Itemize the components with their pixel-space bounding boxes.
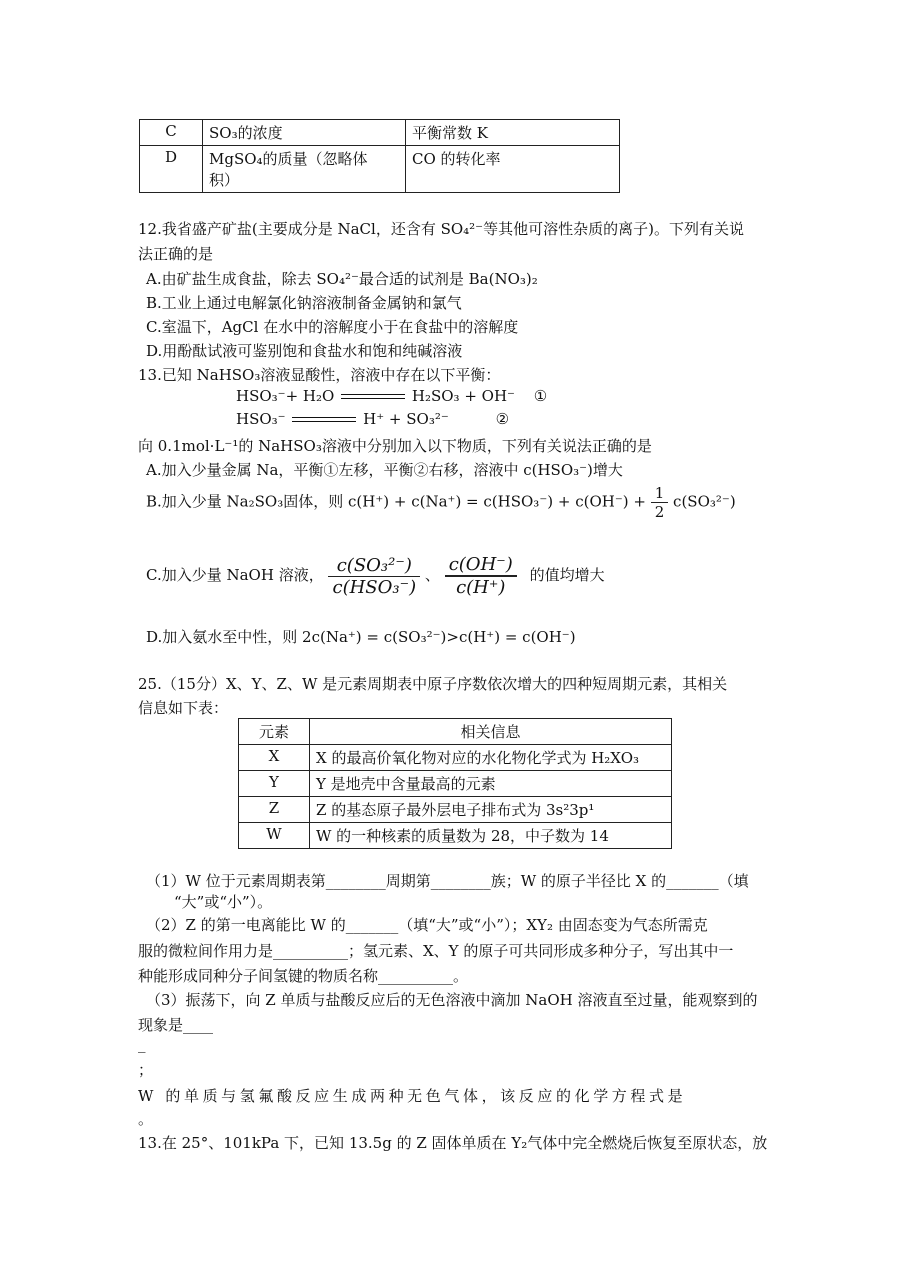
table-cell: Z 的基态原子最外层电子排布式为 3s²3p¹ bbox=[310, 797, 672, 823]
q13-stem-2: 向 0.1mol·L⁻¹的 NaHSO₃溶液中分别加入以下物质，下列有关说法正确的是 bbox=[138, 437, 652, 455]
table-row bbox=[140, 120, 620, 146]
equilibrium-arrow-icon bbox=[341, 392, 405, 402]
fraction-denominator: c(H⁺) bbox=[445, 576, 517, 598]
fraction-numerator: c(SO₃²⁻) bbox=[328, 555, 420, 577]
q25-part-3-period: 。 bbox=[138, 1110, 154, 1128]
q25-part-3-semicolon: ； bbox=[138, 1061, 154, 1079]
cell-line: MgSO₄的质量（忽略体 bbox=[209, 150, 368, 168]
table-cell: 平衡常数 K bbox=[406, 120, 620, 146]
eq1-left: HSO₃⁻+ H₂O bbox=[236, 387, 335, 405]
cell-line: 积） bbox=[209, 171, 240, 189]
q13-stem: 13.已知 NaHSO₃溶液显酸性，溶液中存在以下平衡： bbox=[138, 366, 501, 384]
option-c-tail: 的值均增大 bbox=[529, 566, 605, 584]
table-row bbox=[239, 823, 672, 849]
option-c-text: C.加入少量 NaOH 溶液， bbox=[146, 566, 324, 584]
table-cell: X bbox=[239, 745, 310, 771]
table-cell: D bbox=[140, 146, 203, 193]
table-cell: CO 的转化率 bbox=[406, 146, 620, 193]
fraction-oh-h bbox=[445, 554, 517, 598]
q13-option-c bbox=[146, 554, 605, 598]
q25-stem: 25.（15分）X、Y、Z、W 是元素周期表中原子序数依次增大的四种短周期元素，其相关 bbox=[138, 675, 728, 693]
q25-part-3: （3）振荡下，向 Z 单质与盐酸反应后的无色溶液中滴加 NaOH 溶液直至过量，能观察到的 bbox=[146, 991, 758, 1009]
q13b-stem: 13.在 25°、101kPa 下，已知 13.5g 的 Z 固体单质在 Y₂气体中完全燃烧后恢复至原状态，放 bbox=[138, 1134, 768, 1152]
table-cell: X 的最高价氧化物对应的水化物化学式为 H₂XO₃ bbox=[310, 745, 672, 771]
q13-option-b bbox=[146, 484, 736, 521]
q12-option-c: C.室温下，AgCl 在水中的溶解度小于在食盐中的溶解度 bbox=[146, 318, 519, 336]
option-b-text: B.加入少量 Na₂SO₃固体，则 c(H⁺) + c(Na⁺) = c(HSO₃⁻) + c(OH⁻) + bbox=[146, 492, 646, 511]
table-cell: Y bbox=[239, 771, 310, 797]
fraction-so3-hso3 bbox=[328, 555, 420, 598]
table-row bbox=[239, 745, 672, 771]
table-header-cell: 相关信息 bbox=[310, 719, 672, 745]
q25-part-2-cont: 服的微粒间作用力是__________；氢元素、X、Y 的原子可共同形成多种分子，写出其中一 bbox=[138, 942, 734, 960]
fraction-half bbox=[651, 484, 669, 521]
table-cell: W bbox=[239, 823, 310, 849]
fraction-numerator: c(OH⁻) bbox=[445, 554, 517, 576]
eq2-right: H⁺ + SO₃²⁻ bbox=[363, 410, 449, 428]
q13-option-d: D.加入氨水至中性，则 2c(Na⁺) = c(SO₃²⁻)>c(H⁺) = c(OH⁻) bbox=[146, 628, 576, 646]
q13-option-a: A.加入少量金属 Na，平衡①左移，平衡②右移，溶液中 c(HSO₃⁻)增大 bbox=[146, 461, 623, 479]
fraction-denominator: 2 bbox=[654, 503, 665, 521]
table-row bbox=[140, 146, 620, 193]
table-cell bbox=[203, 146, 406, 193]
table-row bbox=[239, 771, 672, 797]
q25-part-3-cont: 现象是____ bbox=[138, 1016, 214, 1034]
table-cell: W 的一种核素的质量数为 28，中子数为 14 bbox=[310, 823, 672, 849]
q12-option-b: B.工业上通过电解氯化钠溶液制备金属钠和氯气 bbox=[146, 294, 462, 312]
table-cell: C bbox=[140, 120, 203, 146]
eq1-number: ① bbox=[533, 387, 548, 405]
option-b-tail: c(SO₃²⁻) bbox=[673, 492, 736, 511]
q12-option-a: A.由矿盐生成食盐，除去 SO₄²⁻最合适的试剂是 Ba(NO₃)₂ bbox=[146, 270, 538, 288]
top-table bbox=[139, 119, 620, 193]
table-cell: Y 是地壳中含量最高的元素 bbox=[310, 771, 672, 797]
table-cell: SO₃的浓度 bbox=[203, 120, 406, 146]
eq1-right: H₂SO₃ + OH⁻ bbox=[411, 387, 515, 405]
q25-part-2: （2）Z 的第一电离能比 W 的_______（填“大”或“小”）；XY₂ 由固态变为气态所需克 bbox=[146, 916, 708, 934]
table-header-row bbox=[239, 719, 672, 745]
table-row bbox=[239, 797, 672, 823]
q12-stem: 12.我省盛产矿盐(主要成分是 NaCl，还含有 SO₄²⁻等其他可溶性杂质的离子)。下列有关说 bbox=[138, 220, 744, 238]
equilibrium-arrow-icon bbox=[292, 415, 356, 425]
table-cell: Z bbox=[239, 797, 310, 823]
q25-part-1: （1）W 位于元素周期表第________周期第________族；W 的原子半径比 X 的_______（填 bbox=[146, 872, 749, 890]
fraction-numerator: 1 bbox=[651, 484, 669, 503]
element-info-table bbox=[238, 718, 672, 849]
equilibrium-2 bbox=[236, 410, 509, 428]
q12-stem-cont: 法正确的是 bbox=[138, 245, 214, 263]
q25-stem-cont: 信息如下表： bbox=[138, 699, 229, 717]
fraction-denominator: c(HSO₃⁻) bbox=[332, 576, 417, 598]
q25-part-1-cont: “大”或“小”）。 bbox=[174, 893, 273, 911]
eq2-left: HSO₃⁻ bbox=[236, 410, 286, 428]
eq2-number: ② bbox=[495, 410, 510, 428]
option-c-separator: 、 bbox=[424, 566, 440, 584]
q12-option-d: D.用酚酞试液可鉴别饱和食盐水和饱和纯碱溶液 bbox=[146, 342, 463, 360]
table-header-cell: 元素 bbox=[239, 719, 310, 745]
q25-part-3-blank: _ bbox=[138, 1035, 146, 1053]
equilibrium-1 bbox=[236, 387, 547, 405]
q25-part-3-equation: W 的单质与氢氟酸反应生成两种无色气体，该反应的化学方程式是 bbox=[138, 1087, 687, 1105]
q25-part-2-cont-2: 种能形成同种分子间氢键的物质名称__________。 bbox=[138, 967, 469, 985]
